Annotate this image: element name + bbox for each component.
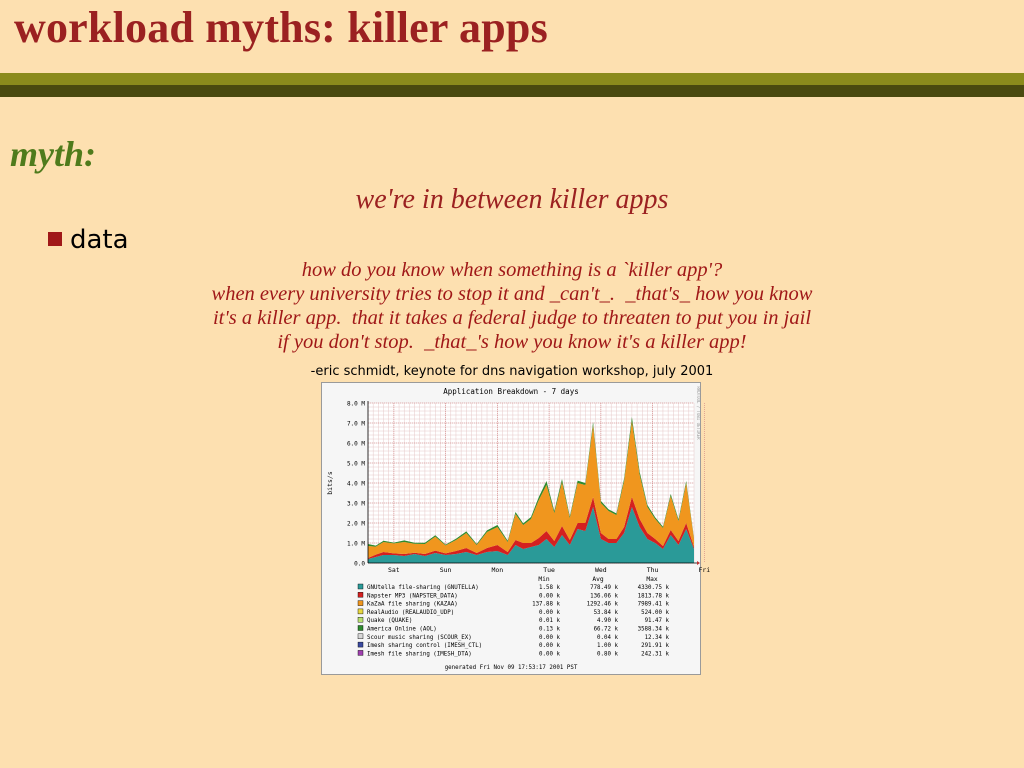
legend-min: 0.13 k [539,626,560,633]
legend-swatch [358,617,363,622]
myth-label: myth: [10,134,96,174]
legend-min: 0.01 k [539,618,560,625]
x-tick-label: Sun [439,566,452,574]
x-tick-label: Thu [646,566,659,574]
x-tick-label: Tue [543,566,555,574]
legend-avg: 1292.46 k [586,601,618,608]
application-breakdown-chart [321,382,711,675]
quote-line: how do you know when something is a `killer app'? [301,259,723,281]
legend-avg: 53.84 k [593,609,618,616]
y-tick-label: 3.0 M [346,500,365,508]
x-axis-arrow-icon [697,561,700,565]
legend-max: 91.47 k [644,618,669,625]
legend-swatch [358,609,363,614]
legend-label: Napster MP3 (NAPSTER_DATA) [367,593,458,600]
legend-min: 0.00 k [539,651,560,658]
legend-max: 1813.78 k [637,593,669,600]
legend-swatch [358,642,363,647]
legend-min: 0.00 k [539,643,560,650]
legend-max: 524.00 k [641,609,669,616]
legend-swatch [358,601,363,606]
y-axis-label: bits/s [326,471,334,495]
legend-label: Quake (QUAKE) [367,618,413,625]
legend-min: 0.00 k [539,609,560,616]
legend-swatch [358,626,363,631]
legend-avg: 778.49 k [590,585,618,591]
legend-min: 0.00 k [539,634,560,641]
legend-label: Imesh sharing control (IMESH_CTL) [367,643,483,650]
legend-avg: 0.04 k [597,634,618,641]
legend-max: 3588.34 k [637,626,669,633]
slide-title: workload myths: killer apps [14,3,548,52]
quote-block [0,258,1024,354]
legend-label: GNUtella file-sharing (GNUTELLA) [367,585,479,591]
y-tick-label: 7.0 M [346,420,365,428]
myth-statement: we're in between killer apps [355,184,669,215]
chart-footer: generated Fri Nov 09 17:53:17 2001 PST [444,665,578,671]
side-label: RRDTOOL / TOBI OETIKER [696,386,701,440]
title-band-bottom [0,85,1024,97]
legend-label: RealAudio (REALAUDIO_UDP) [367,609,455,616]
legend-swatch [358,592,363,597]
legend-swatch [358,584,363,589]
legend-avg: 0.80 k [597,651,618,658]
quote-line: if you don't stop. _that_'s how you know it's a killer app! [277,331,747,353]
stats-header: Avg [592,576,604,583]
y-tick-label: 0.0 [354,560,365,568]
legend-max: 4330.75 k [637,585,669,591]
legend-avg: 4.90 k [597,618,618,625]
y-tick-label: 1.0 M [346,540,365,548]
legend-label: Scour music sharing (SCOUR_EX) [367,634,472,641]
bullet-square-icon [48,232,62,246]
legend-max: 12.34 k [644,634,669,641]
y-tick-label: 2.0 M [346,520,365,528]
y-tick-label: 8.0 M [346,400,365,408]
x-tick-label: Fri [698,566,711,574]
quote-attribution: -eric schmidt, keynote for dns navigation workshop, july 2001 [310,364,714,379]
quote-line: when every university tries to stop it and _can't_. _that's_ how you know [211,283,813,305]
legend-max: 7989.41 k [637,601,669,608]
legend-swatch [358,650,363,655]
title-band-top [0,73,1024,85]
legend-avg: 66.72 k [593,626,618,633]
bullet-text: data [70,225,129,255]
legend-max: 291.91 k [641,643,669,650]
chart-svg [322,383,711,674]
quote-line: it's a killer app. that it takes a federal judge to threaten to put you in jail [212,307,812,329]
y-tick-label: 4.0 M [346,480,365,488]
x-tick-label: Sat [387,566,400,574]
stats-header: Max [646,576,658,583]
legend-avg: 1.00 k [597,643,618,650]
y-tick-label: 6.0 M [346,440,365,448]
legend-max: 242.31 k [641,651,669,658]
x-tick-label: Wed [594,566,607,574]
chart-title: Application Breakdown - 7 days [443,387,579,396]
stats-header: Min [538,576,550,583]
y-tick-label: 5.0 M [346,460,365,468]
legend-min: 1.58 k [539,585,560,591]
x-tick-label: Mon [491,566,504,574]
legend-label: Imesh file sharing (IMESH_DTA) [367,651,472,658]
legend-min: 0.00 k [539,593,560,600]
legend-swatch [358,634,363,639]
legend-label: America Online (AOL) [367,626,437,633]
legend-avg: 136.06 k [590,593,618,600]
legend-label: KaZaA file sharing (KAZAA) [367,601,458,608]
legend-min: 137.88 k [532,601,560,608]
